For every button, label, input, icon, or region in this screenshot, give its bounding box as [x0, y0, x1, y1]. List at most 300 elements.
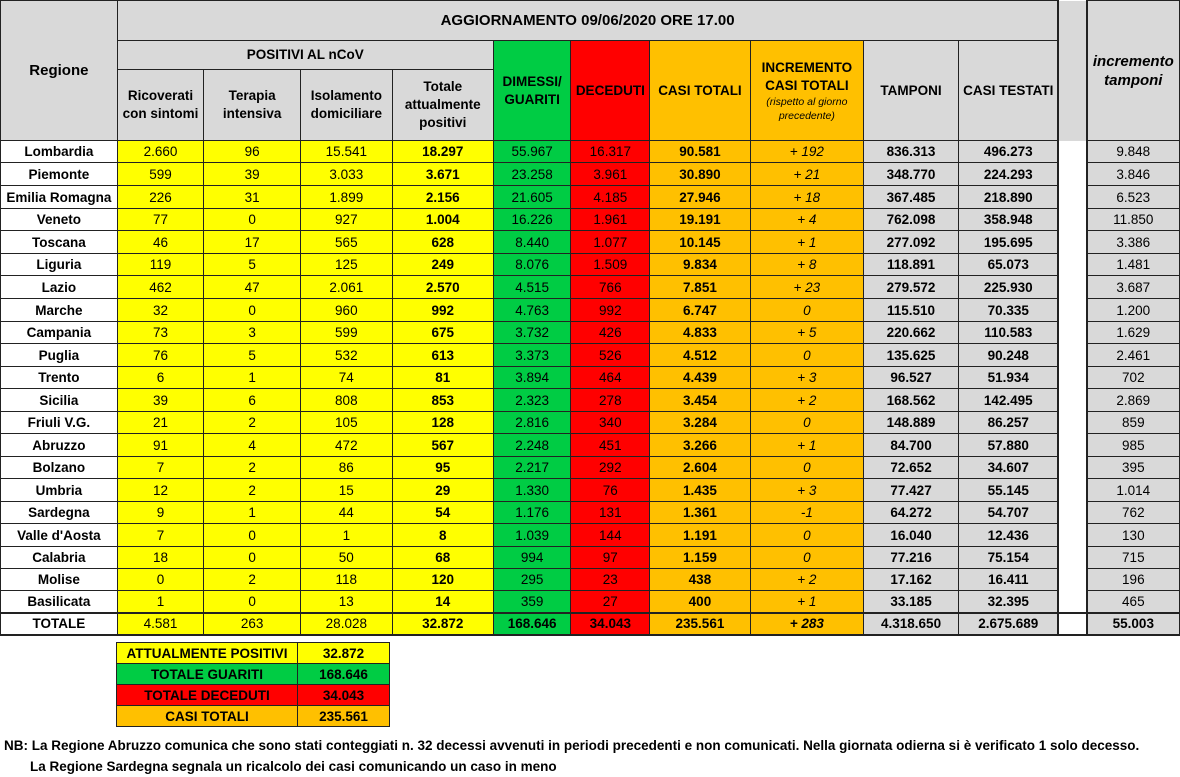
- cell-incremento: + 21: [750, 163, 863, 186]
- cell-totale-positivi: 628: [392, 231, 493, 254]
- cell-ricoverati: 1: [117, 591, 203, 613]
- cell-tamponi: 17.162: [864, 569, 959, 591]
- summary-row: [117, 685, 390, 706]
- table-row: [1, 569, 1180, 591]
- summary-value: 168.646: [298, 664, 390, 685]
- column-gap: [1058, 209, 1086, 231]
- cell-ricoverati: 462: [117, 276, 203, 299]
- cell-casi-testati: 16.411: [959, 569, 1059, 591]
- cell-isolamento: 15: [301, 479, 392, 502]
- cell-casi-totali: 1.159: [650, 547, 750, 569]
- header-terapia: Terapia intensiva: [204, 70, 301, 141]
- summary-label: TOTALE GUARITI: [117, 664, 298, 685]
- cell-incremento-tamponi: 1.200: [1087, 299, 1180, 322]
- cell-ricoverati: 7: [117, 457, 203, 479]
- cell-incremento-tamponi: 130: [1087, 524, 1180, 547]
- cell-isolamento: 50: [301, 547, 392, 569]
- table-row: [1, 276, 1180, 299]
- header-positivi-group: POSITIVI AL nCoV: [117, 41, 493, 70]
- cell-incremento: 0: [750, 344, 863, 367]
- cell-casi-testati: 34.607: [959, 457, 1059, 479]
- cell-isolamento: 3.033: [301, 163, 392, 186]
- cell-dimessi: 55.967: [493, 141, 571, 163]
- cell-dimessi: 2.323: [493, 389, 571, 412]
- cell-deceduti: 3.961: [571, 163, 650, 186]
- table-row: [1, 141, 1180, 163]
- summary-label: TOTALE DECEDUTI: [117, 685, 298, 706]
- cell-casi-totali: 4.512: [650, 344, 750, 367]
- cell-terapia: 0: [204, 209, 301, 231]
- cell-regione: Veneto: [1, 209, 118, 231]
- table-row: [1, 209, 1180, 231]
- cell-incremento-tamponi: 3.687: [1087, 276, 1180, 299]
- cell-deceduti: 1.509: [571, 254, 650, 276]
- cell-incremento: + 192: [750, 141, 863, 163]
- cell-totale-positivi: 3.671: [392, 163, 493, 186]
- cell-terapia: 1: [204, 502, 301, 524]
- cell-isolamento: 118: [301, 569, 392, 591]
- cell-casi-totali: 1.435: [650, 479, 750, 502]
- cell-tamponi: 367.485: [864, 186, 959, 209]
- cell-dimessi: 4.515: [493, 276, 571, 299]
- cell-incremento-tamponi: 2.461: [1087, 344, 1180, 367]
- cell-incremento-tamponi: 3.846: [1087, 163, 1180, 186]
- cell-totale-positivi: 249: [392, 254, 493, 276]
- table-row: [1, 344, 1180, 367]
- cell-casi-testati: 142.495: [959, 389, 1059, 412]
- cell-dimessi: 2.816: [493, 412, 571, 434]
- cell-incremento: + 1: [750, 591, 863, 613]
- cell-dimessi: 168.646: [493, 613, 571, 635]
- cell-ricoverati: 6: [117, 367, 203, 389]
- column-gap: [1058, 141, 1086, 163]
- cell-deceduti: 16.317: [571, 141, 650, 163]
- cell-incremento: 0: [750, 299, 863, 322]
- cell-dimessi: 3.894: [493, 367, 571, 389]
- column-gap: [1058, 591, 1086, 613]
- cell-isolamento: 105: [301, 412, 392, 434]
- cell-tamponi: 84.700: [864, 434, 959, 457]
- cell-incremento-tamponi: 3.386: [1087, 231, 1180, 254]
- table-row: [1, 231, 1180, 254]
- cell-regione: Campania: [1, 322, 118, 344]
- cell-regione: Bolzano: [1, 457, 118, 479]
- cell-tamponi: 4.318.650: [864, 613, 959, 635]
- cell-casi-testati: 57.880: [959, 434, 1059, 457]
- cell-dimessi: 23.258: [493, 163, 571, 186]
- cell-incremento: 0: [750, 412, 863, 434]
- cell-tamponi: 118.891: [864, 254, 959, 276]
- cell-terapia: 1: [204, 367, 301, 389]
- cell-ricoverati: 77: [117, 209, 203, 231]
- cell-incremento: + 283: [750, 613, 863, 635]
- cell-incremento-tamponi: 465: [1087, 591, 1180, 613]
- cell-tamponi: 168.562: [864, 389, 959, 412]
- cell-casi-testati: 195.695: [959, 231, 1059, 254]
- column-gap: [1058, 412, 1086, 434]
- cell-dimessi: 3.373: [493, 344, 571, 367]
- table-row: [1, 434, 1180, 457]
- column-gap: [1058, 502, 1086, 524]
- cell-tamponi: 64.272: [864, 502, 959, 524]
- cell-regione: Sardegna: [1, 502, 118, 524]
- cell-incremento: + 1: [750, 434, 863, 457]
- cell-casi-testati: 54.707: [959, 502, 1059, 524]
- cell-terapia: 47: [204, 276, 301, 299]
- cell-isolamento: 86: [301, 457, 392, 479]
- column-gap: [1058, 231, 1086, 254]
- cell-incremento-tamponi: 702: [1087, 367, 1180, 389]
- table-row: [1, 457, 1180, 479]
- cell-dimessi: 1.039: [493, 524, 571, 547]
- column-gap: [1058, 322, 1086, 344]
- cell-deceduti: 464: [571, 367, 650, 389]
- cell-isolamento: 15.541: [301, 141, 392, 163]
- cell-casi-testati: 70.335: [959, 299, 1059, 322]
- cell-casi-totali: 4.439: [650, 367, 750, 389]
- cell-terapia: 0: [204, 591, 301, 613]
- cell-casi-testati: 225.930: [959, 276, 1059, 299]
- table-row: [1, 479, 1180, 502]
- cell-isolamento: 532: [301, 344, 392, 367]
- cell-terapia: 96: [204, 141, 301, 163]
- cell-casi-testati: 55.145: [959, 479, 1059, 502]
- cell-regione: Molise: [1, 569, 118, 591]
- cell-deceduti: 76: [571, 479, 650, 502]
- cell-terapia: 2: [204, 569, 301, 591]
- cell-casi-totali: 4.833: [650, 322, 750, 344]
- note-abruzzo: NB: La Regione Abruzzo comunica che sono stati conteggiati n. 32 decessi avvenuti in periodi precedenti e non comunicati. Nella giornata odierna si è verificato 1 solo decesso.: [4, 738, 1140, 753]
- cell-casi-testati: 12.436: [959, 524, 1059, 547]
- column-gap: [1058, 457, 1086, 479]
- note-sardegna: La Regione Sardegna segnala un ricalcolo dei casi comunicando un caso in meno: [30, 759, 557, 774]
- cell-totale-positivi: 18.297: [392, 141, 493, 163]
- cell-dimessi: 1.176: [493, 502, 571, 524]
- header-regione: Regione: [1, 1, 118, 141]
- cell-incremento: + 18: [750, 186, 863, 209]
- header-dimessi: DIMESSI/ GUARITI: [493, 41, 571, 141]
- cell-deceduti: 426: [571, 322, 650, 344]
- cell-dimessi: 359: [493, 591, 571, 613]
- cell-tamponi: 135.625: [864, 344, 959, 367]
- cell-incremento-tamponi: 985: [1087, 434, 1180, 457]
- cell-ricoverati: 76: [117, 344, 203, 367]
- cell-totale-positivi: 1.004: [392, 209, 493, 231]
- cell-totale-positivi: 992: [392, 299, 493, 322]
- cell-terapia: 3: [204, 322, 301, 344]
- cell-deceduti: 34.043: [571, 613, 650, 635]
- cell-casi-totali: 3.454: [650, 389, 750, 412]
- cell-totale-positivi: 128: [392, 412, 493, 434]
- summary-value: 34.043: [298, 685, 390, 706]
- cell-casi-testati: 496.273: [959, 141, 1059, 163]
- header-deceduti: DECEDUTI: [571, 41, 650, 141]
- table-row: [1, 502, 1180, 524]
- cell-regione: Emilia Romagna: [1, 186, 118, 209]
- cell-dimessi: 3.732: [493, 322, 571, 344]
- summary-value: 235.561: [298, 706, 390, 727]
- cell-ricoverati: 0: [117, 569, 203, 591]
- cell-incremento-tamponi: 2.869: [1087, 389, 1180, 412]
- cell-regione: Puglia: [1, 344, 118, 367]
- cell-casi-testati: 2.675.689: [959, 613, 1059, 635]
- cell-ricoverati: 599: [117, 163, 203, 186]
- cell-totale-positivi: 54: [392, 502, 493, 524]
- cell-tamponi: 348.770: [864, 163, 959, 186]
- cell-totale-positivi: 8: [392, 524, 493, 547]
- cell-casi-testati: 86.257: [959, 412, 1059, 434]
- cell-isolamento: 472: [301, 434, 392, 457]
- cell-incremento-tamponi: 859: [1087, 412, 1180, 434]
- cell-incremento-tamponi: 9.848: [1087, 141, 1180, 163]
- cell-totale-positivi: 14: [392, 591, 493, 613]
- cell-casi-totali: 90.581: [650, 141, 750, 163]
- cell-isolamento: 2.061: [301, 276, 392, 299]
- cell-totale-positivi: 95: [392, 457, 493, 479]
- cell-tamponi: 96.527: [864, 367, 959, 389]
- cell-totale-positivi: 613: [392, 344, 493, 367]
- cell-incremento-tamponi: 6.523: [1087, 186, 1180, 209]
- cell-isolamento: 1: [301, 524, 392, 547]
- cell-deceduti: 23: [571, 569, 650, 591]
- column-gap: [1058, 299, 1086, 322]
- cell-deceduti: 451: [571, 434, 650, 457]
- cell-terapia: 2: [204, 457, 301, 479]
- cell-tamponi: 277.092: [864, 231, 959, 254]
- cell-incremento-tamponi: 55.003: [1087, 613, 1180, 635]
- cell-tamponi: 220.662: [864, 322, 959, 344]
- cell-deceduti: 340: [571, 412, 650, 434]
- cell-totale-positivi: 853: [392, 389, 493, 412]
- cell-deceduti: 278: [571, 389, 650, 412]
- cell-totale-positivi: 675: [392, 322, 493, 344]
- cell-ricoverati: 12: [117, 479, 203, 502]
- cell-totale-positivi: 32.872: [392, 613, 493, 635]
- cell-totale-positivi: 29: [392, 479, 493, 502]
- cell-regione: Toscana: [1, 231, 118, 254]
- cell-isolamento: 565: [301, 231, 392, 254]
- cell-casi-totali: 6.747: [650, 299, 750, 322]
- cell-tamponi: 279.572: [864, 276, 959, 299]
- cell-incremento: -1: [750, 502, 863, 524]
- column-gap: [1058, 186, 1086, 209]
- cell-deceduti: 766: [571, 276, 650, 299]
- cell-casi-totali: 438: [650, 569, 750, 591]
- cell-casi-totali: 235.561: [650, 613, 750, 635]
- cell-tamponi: 33.185: [864, 591, 959, 613]
- cell-casi-testati: 358.948: [959, 209, 1059, 231]
- cell-casi-totali: 3.266: [650, 434, 750, 457]
- cell-dimessi: 8.076: [493, 254, 571, 276]
- column-gap: [1058, 479, 1086, 502]
- cell-tamponi: 836.313: [864, 141, 959, 163]
- cell-casi-totali: 1.361: [650, 502, 750, 524]
- cell-deceduti: 4.185: [571, 186, 650, 209]
- cell-incremento-tamponi: 1.629: [1087, 322, 1180, 344]
- header-casi-totali: CASI TOTALI: [650, 41, 750, 141]
- cell-incremento: + 2: [750, 569, 863, 591]
- header-incremento-note: (rispetto al giorno precedente): [766, 95, 848, 122]
- cell-terapia: 0: [204, 524, 301, 547]
- cell-terapia: 5: [204, 344, 301, 367]
- cell-isolamento: 960: [301, 299, 392, 322]
- cell-dimessi: 295: [493, 569, 571, 591]
- cell-casi-totali: 9.834: [650, 254, 750, 276]
- cell-ricoverati: 21: [117, 412, 203, 434]
- cell-tamponi: 148.889: [864, 412, 959, 434]
- cell-ricoverati: 18: [117, 547, 203, 569]
- cell-terapia: 263: [204, 613, 301, 635]
- cell-regione: Calabria: [1, 547, 118, 569]
- cell-casi-testati: 75.154: [959, 547, 1059, 569]
- cell-ricoverati: 9: [117, 502, 203, 524]
- cell-totale-positivi: 120: [392, 569, 493, 591]
- cell-regione: Trento: [1, 367, 118, 389]
- cell-isolamento: 927: [301, 209, 392, 231]
- cell-ricoverati: 73: [117, 322, 203, 344]
- cell-incremento: 0: [750, 547, 863, 569]
- cell-incremento-tamponi: 1.481: [1087, 254, 1180, 276]
- cell-casi-totali: 3.284: [650, 412, 750, 434]
- total-row: [1, 613, 1180, 635]
- cell-terapia: 2: [204, 479, 301, 502]
- column-gap: [1058, 276, 1086, 299]
- cell-regione: TOTALE: [1, 613, 118, 635]
- summary-row: [117, 706, 390, 727]
- cell-ricoverati: 2.660: [117, 141, 203, 163]
- summary-label: CASI TOTALI: [117, 706, 298, 727]
- cell-isolamento: 1.899: [301, 186, 392, 209]
- cell-dimessi: 4.763: [493, 299, 571, 322]
- table-row: [1, 367, 1180, 389]
- cell-incremento: + 4: [750, 209, 863, 231]
- cell-terapia: 31: [204, 186, 301, 209]
- cell-ricoverati: 32: [117, 299, 203, 322]
- cell-terapia: 39: [204, 163, 301, 186]
- cell-totale-positivi: 81: [392, 367, 493, 389]
- cell-casi-totali: 30.890: [650, 163, 750, 186]
- cell-regione: Lazio: [1, 276, 118, 299]
- cell-totale-positivi: 2.156: [392, 186, 493, 209]
- cell-deceduti: 131: [571, 502, 650, 524]
- cell-casi-testati: 32.395: [959, 591, 1059, 613]
- cell-ricoverati: 119: [117, 254, 203, 276]
- cell-regione: Marche: [1, 299, 118, 322]
- table-row: [1, 163, 1180, 186]
- header-totale-positivi: Totale attualmente positivi: [392, 70, 493, 141]
- cell-isolamento: 125: [301, 254, 392, 276]
- table-row: [1, 299, 1180, 322]
- column-gap: [1058, 1, 1086, 141]
- cell-isolamento: 74: [301, 367, 392, 389]
- cell-incremento-tamponi: 762: [1087, 502, 1180, 524]
- cell-isolamento: 44: [301, 502, 392, 524]
- cell-incremento: + 1: [750, 231, 863, 254]
- cell-incremento-tamponi: 1.014: [1087, 479, 1180, 502]
- cell-terapia: 0: [204, 299, 301, 322]
- cell-casi-testati: 51.934: [959, 367, 1059, 389]
- cell-incremento: 0: [750, 457, 863, 479]
- cell-totale-positivi: 2.570: [392, 276, 493, 299]
- cell-dimessi: 21.605: [493, 186, 571, 209]
- cell-deceduti: 1.961: [571, 209, 650, 231]
- table-row: [1, 322, 1180, 344]
- cell-casi-testati: 218.890: [959, 186, 1059, 209]
- cell-terapia: 4: [204, 434, 301, 457]
- cell-casi-totali: 7.851: [650, 276, 750, 299]
- header-incremento-tamponi: incremento tamponi: [1087, 1, 1180, 141]
- cell-casi-totali: 400: [650, 591, 750, 613]
- column-gap: [1058, 434, 1086, 457]
- cell-casi-testati: 110.583: [959, 322, 1059, 344]
- column-gap: [1058, 389, 1086, 412]
- cell-incremento: + 8: [750, 254, 863, 276]
- cell-dimessi: 994: [493, 547, 571, 569]
- cell-incremento: + 3: [750, 479, 863, 502]
- cell-incremento: 0: [750, 524, 863, 547]
- cell-casi-testati: 65.073: [959, 254, 1059, 276]
- cell-terapia: 0: [204, 547, 301, 569]
- cell-isolamento: 599: [301, 322, 392, 344]
- cell-casi-totali: 27.946: [650, 186, 750, 209]
- cell-isolamento: 13: [301, 591, 392, 613]
- cell-incremento: + 3: [750, 367, 863, 389]
- cell-regione: Sicilia: [1, 389, 118, 412]
- cell-deceduti: 144: [571, 524, 650, 547]
- cell-deceduti: 992: [571, 299, 650, 322]
- cell-terapia: 6: [204, 389, 301, 412]
- cell-casi-testati: 224.293: [959, 163, 1059, 186]
- column-gap: [1058, 613, 1086, 635]
- cell-terapia: 5: [204, 254, 301, 276]
- header-incremento: [750, 41, 863, 141]
- table-row: [1, 547, 1180, 569]
- column-gap: [1058, 524, 1086, 547]
- cell-deceduti: 97: [571, 547, 650, 569]
- cell-regione: Umbria: [1, 479, 118, 502]
- cell-deceduti: 292: [571, 457, 650, 479]
- header-isolamento: Isolamento domiciliare: [301, 70, 392, 141]
- cell-regione: Liguria: [1, 254, 118, 276]
- column-gap: [1058, 254, 1086, 276]
- header-tamponi: TAMPONI: [864, 41, 959, 141]
- cell-incremento-tamponi: 395: [1087, 457, 1180, 479]
- cell-dimessi: 2.248: [493, 434, 571, 457]
- cell-dimessi: 2.217: [493, 457, 571, 479]
- cell-ricoverati: 39: [117, 389, 203, 412]
- cell-regione: Piemonte: [1, 163, 118, 186]
- cell-tamponi: 16.040: [864, 524, 959, 547]
- summary-value: 32.872: [298, 643, 390, 664]
- cell-incremento: + 2: [750, 389, 863, 412]
- table-row: [1, 524, 1180, 547]
- cell-ricoverati: 4.581: [117, 613, 203, 635]
- cell-regione: Basilicata: [1, 591, 118, 613]
- cell-ricoverati: 91: [117, 434, 203, 457]
- header-ricoverati: Ricoverati con sintomi: [117, 70, 203, 141]
- cell-deceduti: 526: [571, 344, 650, 367]
- cell-regione: Lombardia: [1, 141, 118, 163]
- cell-terapia: 2: [204, 412, 301, 434]
- table-row: [1, 186, 1180, 209]
- cell-regione: Valle d'Aosta: [1, 524, 118, 547]
- summary-row: [117, 643, 390, 664]
- cell-casi-totali: 10.145: [650, 231, 750, 254]
- cell-casi-totali: 2.604: [650, 457, 750, 479]
- table-row: [1, 412, 1180, 434]
- cell-incremento: + 5: [750, 322, 863, 344]
- table-row: [1, 254, 1180, 276]
